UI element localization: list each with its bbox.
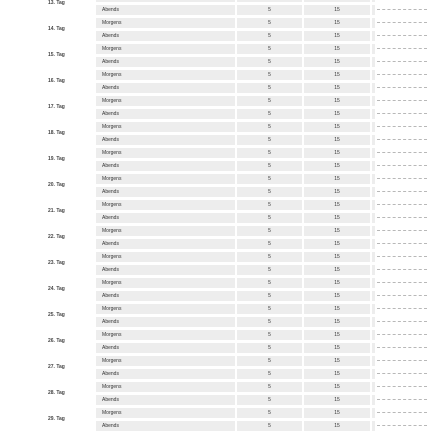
day-block: [0, 406, 430, 432]
day-block: [0, 146, 430, 172]
value-a-cell: 5: [237, 291, 302, 301]
period-cell: Abends: [96, 395, 235, 405]
day-label-cell: 14. Tag: [48, 26, 65, 32]
value-a-cell: 5: [237, 278, 302, 288]
value-b-cell: 15: [304, 265, 370, 275]
value-a-cell: 5: [237, 5, 302, 15]
day-block: [0, 172, 430, 198]
write-line: [372, 70, 430, 80]
value-b-cell: 15: [304, 291, 370, 301]
table-row: [96, 289, 430, 302]
period-cell: Abends: [96, 161, 235, 171]
table-row: [96, 263, 430, 276]
table-row: [96, 276, 430, 289]
value-a-cell: 5: [237, 317, 302, 327]
value-b-cell: 15: [304, 148, 370, 158]
period-cell: Abends: [96, 369, 235, 379]
write-line: [372, 278, 430, 288]
value-a-cell: 5: [237, 187, 302, 197]
table-row: [96, 133, 430, 146]
period-cell: Abends: [96, 109, 235, 119]
value-a-cell: 5: [237, 174, 302, 184]
table-row: [96, 224, 430, 237]
value-b-cell: 15: [304, 122, 370, 132]
write-line: [372, 226, 430, 236]
day-block: [0, 94, 430, 120]
day-label-cell: 25. Tag: [48, 312, 65, 318]
day-block: [0, 354, 430, 380]
period-cell: Abends: [96, 213, 235, 223]
table-row: [96, 94, 430, 107]
write-line: [372, 83, 430, 93]
day-block: [0, 0, 430, 16]
period-cell: Abends: [96, 317, 235, 327]
table-row: [96, 302, 430, 315]
value-b-cell: 15: [304, 213, 370, 223]
value-a-cell: 5: [237, 83, 302, 93]
write-line: [372, 31, 430, 41]
value-b-cell: 15: [304, 83, 370, 93]
period-cell: Abends: [96, 239, 235, 249]
value-b-cell: 15: [304, 200, 370, 210]
value-a-cell: 5: [237, 369, 302, 379]
value-b-cell: 15: [304, 395, 370, 405]
period-cell: [96, 0, 235, 2]
period-cell: Abends: [96, 83, 235, 93]
table-row: [96, 146, 430, 159]
value-b-cell: 15: [304, 330, 370, 340]
table-row: [96, 120, 430, 133]
table-row: [96, 315, 430, 328]
write-line: [372, 200, 430, 210]
value-a-cell: 5: [237, 18, 302, 28]
period-cell: Morgens: [96, 96, 235, 106]
value-b-cell: 15: [304, 18, 370, 28]
period-cell: Morgens: [96, 408, 235, 418]
table-row: [96, 3, 430, 16]
value-a-cell: 5: [237, 304, 302, 314]
write-line: [372, 135, 430, 145]
write-line: [372, 239, 430, 249]
day-label-cell: 21. Tag: [48, 208, 65, 214]
value-a-cell: 5: [237, 252, 302, 262]
day-block: [0, 198, 430, 224]
write-line: [372, 57, 430, 67]
value-b-cell: 15: [304, 57, 370, 67]
table-row: [96, 107, 430, 120]
value-b-cell: 15: [304, 135, 370, 145]
write-line: [372, 174, 430, 184]
write-line: [372, 382, 430, 392]
table-row: [96, 250, 430, 263]
table-row: [96, 198, 430, 211]
value-b-cell: 15: [304, 70, 370, 80]
day-label-cell: 20. Tag: [48, 182, 65, 188]
value-a-cell: 5: [237, 421, 302, 431]
value-b-cell: 15: [304, 304, 370, 314]
value-a-cell: 5: [237, 44, 302, 54]
write-line: [372, 265, 430, 275]
day-block: [0, 380, 430, 406]
value-a-cell: [237, 0, 302, 2]
write-line: [372, 96, 430, 106]
table-row: [96, 68, 430, 81]
write-line: [372, 317, 430, 327]
table-row: [96, 367, 430, 380]
value-b-cell: 15: [304, 421, 370, 431]
table-row: [96, 185, 430, 198]
table-row: [96, 42, 430, 55]
period-cell: Morgens: [96, 330, 235, 340]
period-cell: Morgens: [96, 382, 235, 392]
value-b-cell: 15: [304, 44, 370, 54]
day-label-cell: 13. Tag: [48, 0, 65, 6]
value-b-cell: 15: [304, 278, 370, 288]
value-a-cell: 5: [237, 135, 302, 145]
value-b-cell: 15: [304, 96, 370, 106]
table-row: [96, 419, 430, 432]
value-b-cell: 15: [304, 382, 370, 392]
day-label-cell: 26. Tag: [48, 338, 65, 344]
write-line: [372, 252, 430, 262]
value-a-cell: 5: [237, 96, 302, 106]
value-a-cell: 5: [237, 239, 302, 249]
write-line: [372, 343, 430, 353]
day-block: [0, 42, 430, 68]
value-a-cell: 5: [237, 343, 302, 353]
period-cell: Abends: [96, 343, 235, 353]
value-a-cell: 5: [237, 395, 302, 405]
day-block: [0, 276, 430, 302]
write-line: [372, 330, 430, 340]
value-a-cell: 5: [237, 161, 302, 171]
value-b-cell: 15: [304, 109, 370, 119]
day-label-cell: 19. Tag: [48, 156, 65, 162]
day-label-cell: 22. Tag: [48, 234, 65, 240]
write-line: [372, 369, 430, 379]
period-cell: Morgens: [96, 122, 235, 132]
write-line: [372, 148, 430, 158]
write-line: [372, 304, 430, 314]
value-a-cell: 5: [237, 226, 302, 236]
table-row: [96, 172, 430, 185]
table-row: [96, 393, 430, 406]
value-a-cell: 5: [237, 57, 302, 67]
table-row: [96, 55, 430, 68]
day-block: [0, 16, 430, 42]
period-cell: Morgens: [96, 356, 235, 366]
value-b-cell: [304, 0, 370, 2]
write-line: [372, 291, 430, 301]
period-cell: Abends: [96, 5, 235, 15]
day-label-cell: 15. Tag: [48, 52, 65, 58]
value-b-cell: 15: [304, 161, 370, 171]
table-row: [96, 380, 430, 393]
day-label-cell: 18. Tag: [48, 130, 65, 136]
day-block: [0, 120, 430, 146]
value-a-cell: 5: [237, 265, 302, 275]
day-label-cell: 17. Tag: [48, 104, 65, 110]
value-b-cell: 15: [304, 356, 370, 366]
value-b-cell: 15: [304, 187, 370, 197]
period-cell: Morgens: [96, 148, 235, 158]
write-line: [372, 356, 430, 366]
value-a-cell: 5: [237, 330, 302, 340]
day-label-cell: 23. Tag: [48, 260, 65, 266]
value-b-cell: 15: [304, 5, 370, 15]
period-cell: Abends: [96, 31, 235, 41]
period-cell: Morgens: [96, 174, 235, 184]
write-line: [372, 122, 430, 132]
day-block: [0, 68, 430, 94]
value-a-cell: 5: [237, 408, 302, 418]
value-a-cell: 5: [237, 213, 302, 223]
table-row: [96, 211, 430, 224]
value-b-cell: 15: [304, 317, 370, 327]
value-b-cell: 15: [304, 239, 370, 249]
day-block: [0, 224, 430, 250]
write-line: [372, 213, 430, 223]
table-row: [96, 159, 430, 172]
value-a-cell: 5: [237, 148, 302, 158]
write-line: [372, 187, 430, 197]
value-a-cell: 5: [237, 382, 302, 392]
value-a-cell: 5: [237, 122, 302, 132]
value-a-cell: 5: [237, 31, 302, 41]
write-line: [372, 5, 430, 15]
write-line: [372, 44, 430, 54]
day-label-cell: 29. Tag: [48, 416, 65, 422]
table-row: [96, 341, 430, 354]
table-row: [96, 354, 430, 367]
value-b-cell: 15: [304, 31, 370, 41]
table-row: [96, 328, 430, 341]
table-row: [96, 29, 430, 42]
period-cell: Abends: [96, 265, 235, 275]
period-cell: Morgens: [96, 278, 235, 288]
table-row: [96, 237, 430, 250]
period-cell: Morgens: [96, 200, 235, 210]
day-label-cell: 24. Tag: [48, 286, 65, 292]
period-cell: Abends: [96, 291, 235, 301]
value-b-cell: 15: [304, 252, 370, 262]
period-cell: Abends: [96, 57, 235, 67]
value-b-cell: 15: [304, 226, 370, 236]
day-block: [0, 250, 430, 276]
value-b-cell: 15: [304, 369, 370, 379]
period-cell: Abends: [96, 421, 235, 431]
period-cell: Abends: [96, 187, 235, 197]
day-label-cell: 27. Tag: [48, 364, 65, 370]
write-line: [372, 109, 430, 119]
day-label-cell: 28. Tag: [48, 390, 65, 396]
period-cell: Morgens: [96, 44, 235, 54]
day-label-cell: 16. Tag: [48, 78, 65, 84]
write-line: [372, 395, 430, 405]
table-row: [96, 81, 430, 94]
value-a-cell: 5: [237, 200, 302, 210]
value-b-cell: 15: [304, 174, 370, 184]
write-line: [372, 18, 430, 28]
write-line: [372, 161, 430, 171]
period-cell: Morgens: [96, 70, 235, 80]
period-cell: Morgens: [96, 226, 235, 236]
day-block: [0, 302, 430, 328]
write-line: [372, 0, 430, 2]
day-block: [0, 328, 430, 354]
write-line: [372, 421, 430, 431]
table-row: [96, 406, 430, 419]
value-b-cell: 15: [304, 408, 370, 418]
write-line: [372, 408, 430, 418]
period-cell: Morgens: [96, 252, 235, 262]
value-a-cell: 5: [237, 70, 302, 80]
period-cell: Morgens: [96, 304, 235, 314]
table-row: [96, 16, 430, 29]
period-cell: Abends: [96, 135, 235, 145]
period-cell: Morgens: [96, 18, 235, 28]
value-a-cell: 5: [237, 109, 302, 119]
value-b-cell: 15: [304, 343, 370, 353]
value-a-cell: 5: [237, 356, 302, 366]
